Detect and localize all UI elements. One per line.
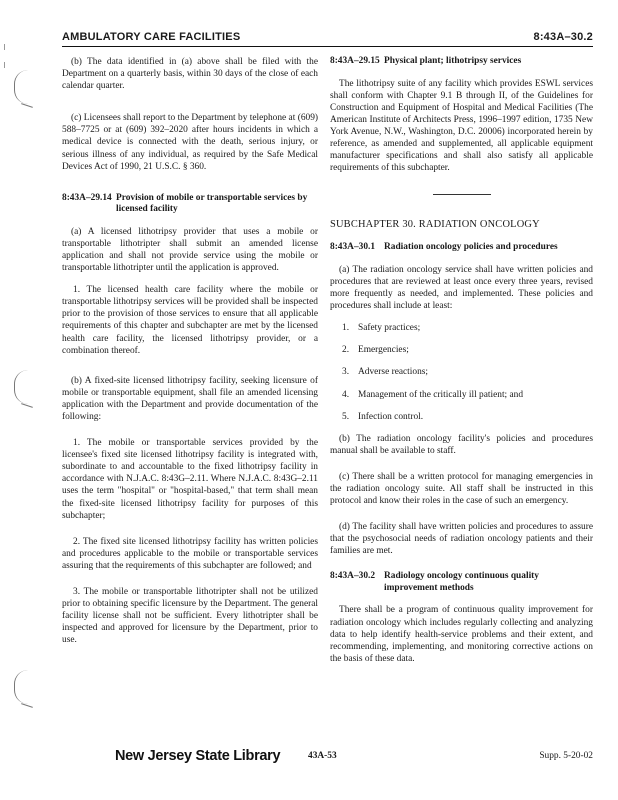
list-item [330,322,593,334]
page-footer [0,730,618,770]
margin-tick [4,62,5,68]
list-item [330,389,593,401]
header-title: AMBULATORY CARE FACILITIES [62,31,241,43]
margin-mark [14,70,35,104]
section-title: Radiation oncology policies and procedures [384,242,558,253]
header-rule [62,46,593,47]
paragraph: 3. The mobile or transportable lithotripter shall not be utilized prior to obtaining specific licensure by the Department. The general facility license shall not be sufficient. Every lithotripter shall be inspected and approved for licensure by the Department, prior to use. [62,587,318,646]
paragraph: (a) A licensed lithotripsy provider that uses a mobile or transportable lithotripter shall submit an amended license application and shall not provide service using the mobile or transportable lithotripter until the application is approved. [62,226,318,274]
margin-tick [4,44,5,50]
list-text: Safety practices; [358,323,421,334]
supplement-date: Supp. 5-20-02 [539,751,593,761]
list-text: Management of the critically ill patient; and [358,389,524,400]
page-number: 43A-53 [308,751,337,761]
paragraph: (b) The radiation oncology facility's policies and procedures manual shall be available to staff. [330,433,593,456]
list-number: 4. [342,389,350,400]
section-title: Physical plant; lithotripsy services [384,56,522,66]
margin-mark [14,670,35,704]
policy-list [330,322,593,422]
paragraph: 1. The mobile or transportable services provided by the licensee's fixed site licensed lithotripsy facility is integrated with, subordinate to and accountable to the fixed lithotripsy facility in accordance with N.J.A.C. 8:43G–2.11. Where N.J.A.C. 8:43G–2.11 uses the term "hospital" or "hospital-based," that term shall mean the fixed-site licensed lithotripsy facility for purposes of this subchapter; [62,438,318,521]
list-item [330,366,593,378]
paragraph: (c) Licensees shall report to the Department by telephone at (609) 588–7725 or at (609) 392–2020 after hours incidents in which a medical device is connected with the death, serious injury, or serious illness of any individual, as required by the Safe Medical Devices Act of 1990, 21 U.S.C. § 360. [62,113,318,172]
paragraph: (d) The facility shall have written policies and procedures to assure that the psychosocial needs of radiation oncology patients and their families are met. [330,522,593,557]
paragraph: (a) The radiation oncology service shall have written policies and procedures that are reviewed at least once every three years, revised more frequently as needed, and implemented. These policies and procedures shall include at least: [330,264,593,312]
left-column [62,56,318,656]
list-text: Infection control. [358,411,424,422]
list-text: Emergencies; [358,345,409,356]
section-title: Provision of mobile or transportable services by licensed facility [116,192,308,215]
subchapter-heading: SUBCHAPTER 30. RADIATION ONCOLOGY [330,219,540,231]
list-number: 1. [342,323,350,334]
list-number: 3. [342,367,350,378]
paragraph: (c) There shall be a written protocol for managing emergencies in the radiation oncology suite. All staff shall be instructed in this protocol and know their roles in the case of such an emergency. [330,471,593,507]
library-stamp: New Jersey State Library [115,748,281,764]
section-number: 8:43A–30.1 [330,242,376,253]
list-item [330,344,593,356]
section-number: 8:43A–29.15 [330,56,380,66]
running-header [62,29,593,45]
paragraph: The lithotripsy suite of any facility which provides ESWL services shall conform with Chapter 9.1 B through II, of the Guidelines for Construction and Equipment of Hospital and Medical Facilities (The American Institute of Architects Press, 1996–1997 edition, 1735 New York Avenue, N.W., Washington, D.C. 20006) incorporated herein by reference, as amended and supplemented, all applicable equipment manufacturer specifications and shall also satisfy all applicable requirements of this subchapter. [330,78,593,174]
list-number: 2. [342,345,350,356]
section-heading [330,56,593,68]
section-number: 8:43A–30.2 [330,571,376,582]
margin-mark [14,370,35,404]
section-title: Radiology oncology continuous quality improvement methods [384,571,539,593]
section-heading [330,242,593,254]
paragraph: 1. The licensed health care facility where the mobile or transportable lithotripsy services will be provided shall be inspected prior to the provision of those services to ensure that all applicable requirements of this chapter and subchapter are met by the licensed health care facility, the licensed lithotripsy provider, or a combination thereof. [62,285,318,356]
paragraph: There shall be a program of continuous quality improvement for radiation oncology which includes regularly collecting and analyzing data to help identify health-service problems and their extent, and recommending, implementing, and monitoring corrective actions on the basis of these data. [330,605,593,664]
paragraph: (b) The data identified in (a) above shall be filed with the Department on a quarterly basis, within 30 days of the close of each calendar quarter. [62,57,318,92]
section-heading [330,571,593,594]
list-text: Adverse reactions; [358,367,429,378]
section-separator [433,194,491,195]
right-column [330,56,593,675]
header-section: 8:43A–30.2 [533,31,593,43]
list-number: 5. [342,411,350,422]
paragraph: 2. The fixed site licensed lithotripsy facility has written policies and procedures applicable to the mobile or transportable services assuring that the requirements of this subchapter are followed; and [62,536,318,571]
section-number: 8:43A–29.14 [62,192,112,203]
section-heading [62,193,318,216]
list-item [330,411,593,423]
paragraph: (b) A fixed-site licensed lithotripsy facility, seeking licensure of mobile or transportable equipment, shall file an amended licensing application with the Department and provide documentation of the following: [62,375,318,422]
